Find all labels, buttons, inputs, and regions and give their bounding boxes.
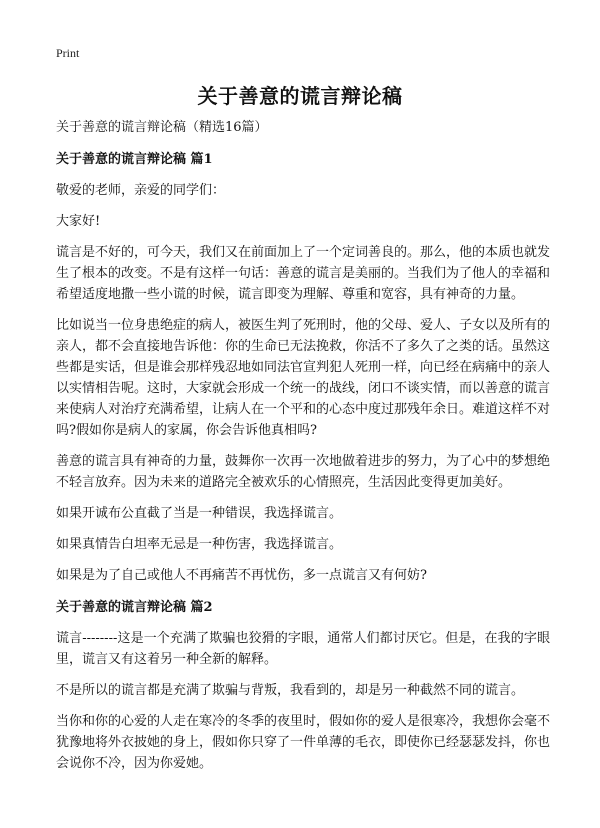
paragraph: 当你和你的心爱的人走在寒冷的冬季的夜里时，假如你的爱人是很寒冷，我想你会毫不犹豫地将外衣披她的身上，假如你只穿了一件单薄的毛衣，即使你已经瑟瑟发抖，你也会说你不冷，因为你爱她。	[56, 714, 551, 771]
paragraph: 不是所以的谎言都是充满了欺骗与背叛，我看到的，却是另一种截然不同的谎言。	[56, 683, 525, 698]
page-title: 关于善意的谎言辩论稿	[197, 84, 403, 108]
paragraph: 谎言--------这是一个充满了欺骗也狡猾的字眼，通常人们都讨厌它。但是，在我的字眼里，谎言又有这着另一种全新的解释。	[56, 631, 550, 667]
paragraph: 善意的谎言具有神奇的力量，鼓舞你一次再一次地做着进步的努力，为了心中的梦想绝不轻言放弃。因为未来的道路完全被欢乐的心情照亮，生活因此变得更加美好。	[56, 454, 551, 490]
paragraph: 大家好!	[56, 214, 101, 229]
section-heading: 关于善意的谎言辩论稿 篇2	[56, 600, 213, 615]
section-heading: 关于善意的谎言辩论稿 篇1	[56, 152, 213, 167]
article-body	[56, 118, 550, 784]
paragraph: 谎言是不好的，可今天，我们又在前面加上了一个定词善良的。那么，他的本质也就发生了根本的改变。不是有这样一句话：善意的谎言是美丽的。当我们为了他人的幸福和希望适度地撒一些小谎的时候，谎言即变为理解、尊重和宽容，具有神奇的力量。	[56, 245, 551, 302]
print-link[interactable]: Print	[56, 46, 80, 60]
paragraph: 如果开诚布公直截了当是一种错误，我选择谎言。	[56, 506, 343, 521]
paragraph: 敬爱的老师，亲爱的同学们：	[56, 183, 226, 198]
paragraph: 比如说当一位身患绝症的病人，被医生判了死刑时，他的父母、爱人、子女以及所有的亲人，都不会直接地告诉他：你的生命已无法挽救，你活不了多久了之类的话。虽然这些都是实话，但是谁会那样残忍地如同法官宣判犯人死刑一样，向已经在病痛中的亲人以实情相告呢。这时，大家就会形成一个统一的战线，闭口不谈实情，而以善意的谎言来使病人对治疗充满希望，让病人在一个平和的心态中度过那残年余日。难道这样不对吗?假如你是病人的家属，你会告诉他真相吗?	[56, 318, 551, 438]
document-subtitle: 关于善意的谎言辩论稿（精选16篇）	[56, 120, 268, 135]
paragraph: 如果真情告白坦率无忌是一种伤害，我选择谎言。	[56, 537, 343, 552]
paragraph: 如果是为了自己或他人不再痛苦不再忧伤，多一点谎言又有何妨?	[56, 568, 427, 583]
